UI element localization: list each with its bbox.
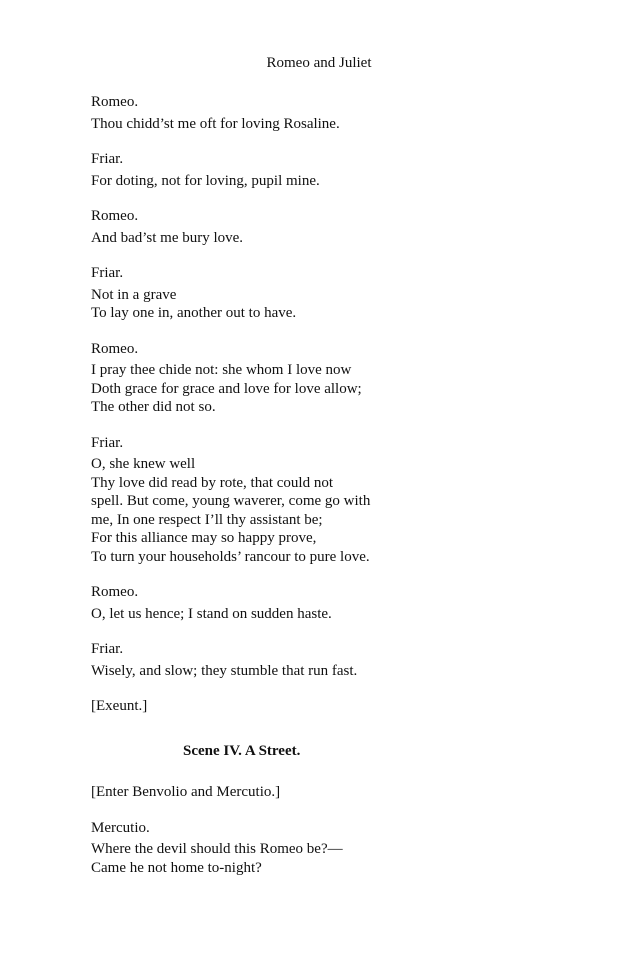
speech-line: Wisely, and slow; they stumble that run fast. (91, 662, 358, 679)
speech-line: The other did not so. (91, 399, 216, 415)
stage-direction-enter: [Enter Benvolio and Mercutio.] (91, 784, 281, 800)
running-header: Romeo and Juliet (266, 55, 372, 71)
speech-line: Thy love did read by rote, that could not (91, 474, 334, 491)
speech-block-final (91, 819, 591, 878)
speech-block (91, 150, 591, 190)
speech-line: Where the devil should this Romeo be?— (91, 841, 343, 857)
speech-block (91, 340, 591, 417)
speech-line: I pray thee chide not: she whom I love now (91, 362, 352, 378)
speech-line: And bad’st me bury love. (91, 229, 244, 246)
speaker-name: Romeo. (91, 208, 139, 224)
speech-line: For doting, not for loving, pupil mine. (91, 172, 320, 189)
speech-line: Came he not home to-night? (91, 859, 262, 876)
speech-line: For this alliance may so happy prove, (91, 530, 317, 546)
speech-block (91, 264, 591, 323)
stage-direction-exeunt: [Exeunt.] (91, 698, 148, 714)
play-text (91, 93, 591, 894)
speech-block (91, 640, 591, 680)
speaker-name: Friar. (91, 641, 124, 657)
speech-line: To turn your households’ rancour to pure love. (91, 548, 370, 565)
speaker-name: Romeo. (91, 94, 139, 110)
speech-line: O, let us hence; I stand on sudden haste. (91, 605, 332, 622)
speech-line: me, In one respect I’ll thy assistant be; (91, 511, 323, 528)
speaker-name: Friar. (91, 434, 124, 451)
speaker-name: Romeo. (91, 340, 139, 357)
speech-block (91, 93, 591, 133)
speaker-name: Mercutio. (91, 819, 150, 836)
speaker-name: Friar. (91, 265, 124, 281)
speech-line: Doth grace for grace and love for love allow; (91, 380, 362, 397)
speech-line: To lay one in, another out to have. (91, 305, 297, 321)
speech-line: Not in a grave (91, 286, 177, 303)
speech-block (91, 207, 591, 247)
speech-line: Thou chidd’st me oft for loving Rosaline. (91, 115, 340, 132)
speech-line: O, she knew well (91, 456, 196, 472)
speech-block (91, 583, 591, 623)
scene-heading: Scene IV. A Street. (183, 742, 301, 759)
speaker-name: Romeo. (91, 584, 139, 600)
speech-block (91, 434, 591, 567)
dialogue-passages (91, 93, 591, 680)
speaker-name: Friar. (91, 151, 124, 167)
speech-line: spell. But come, young waverer, come go with (91, 493, 371, 509)
